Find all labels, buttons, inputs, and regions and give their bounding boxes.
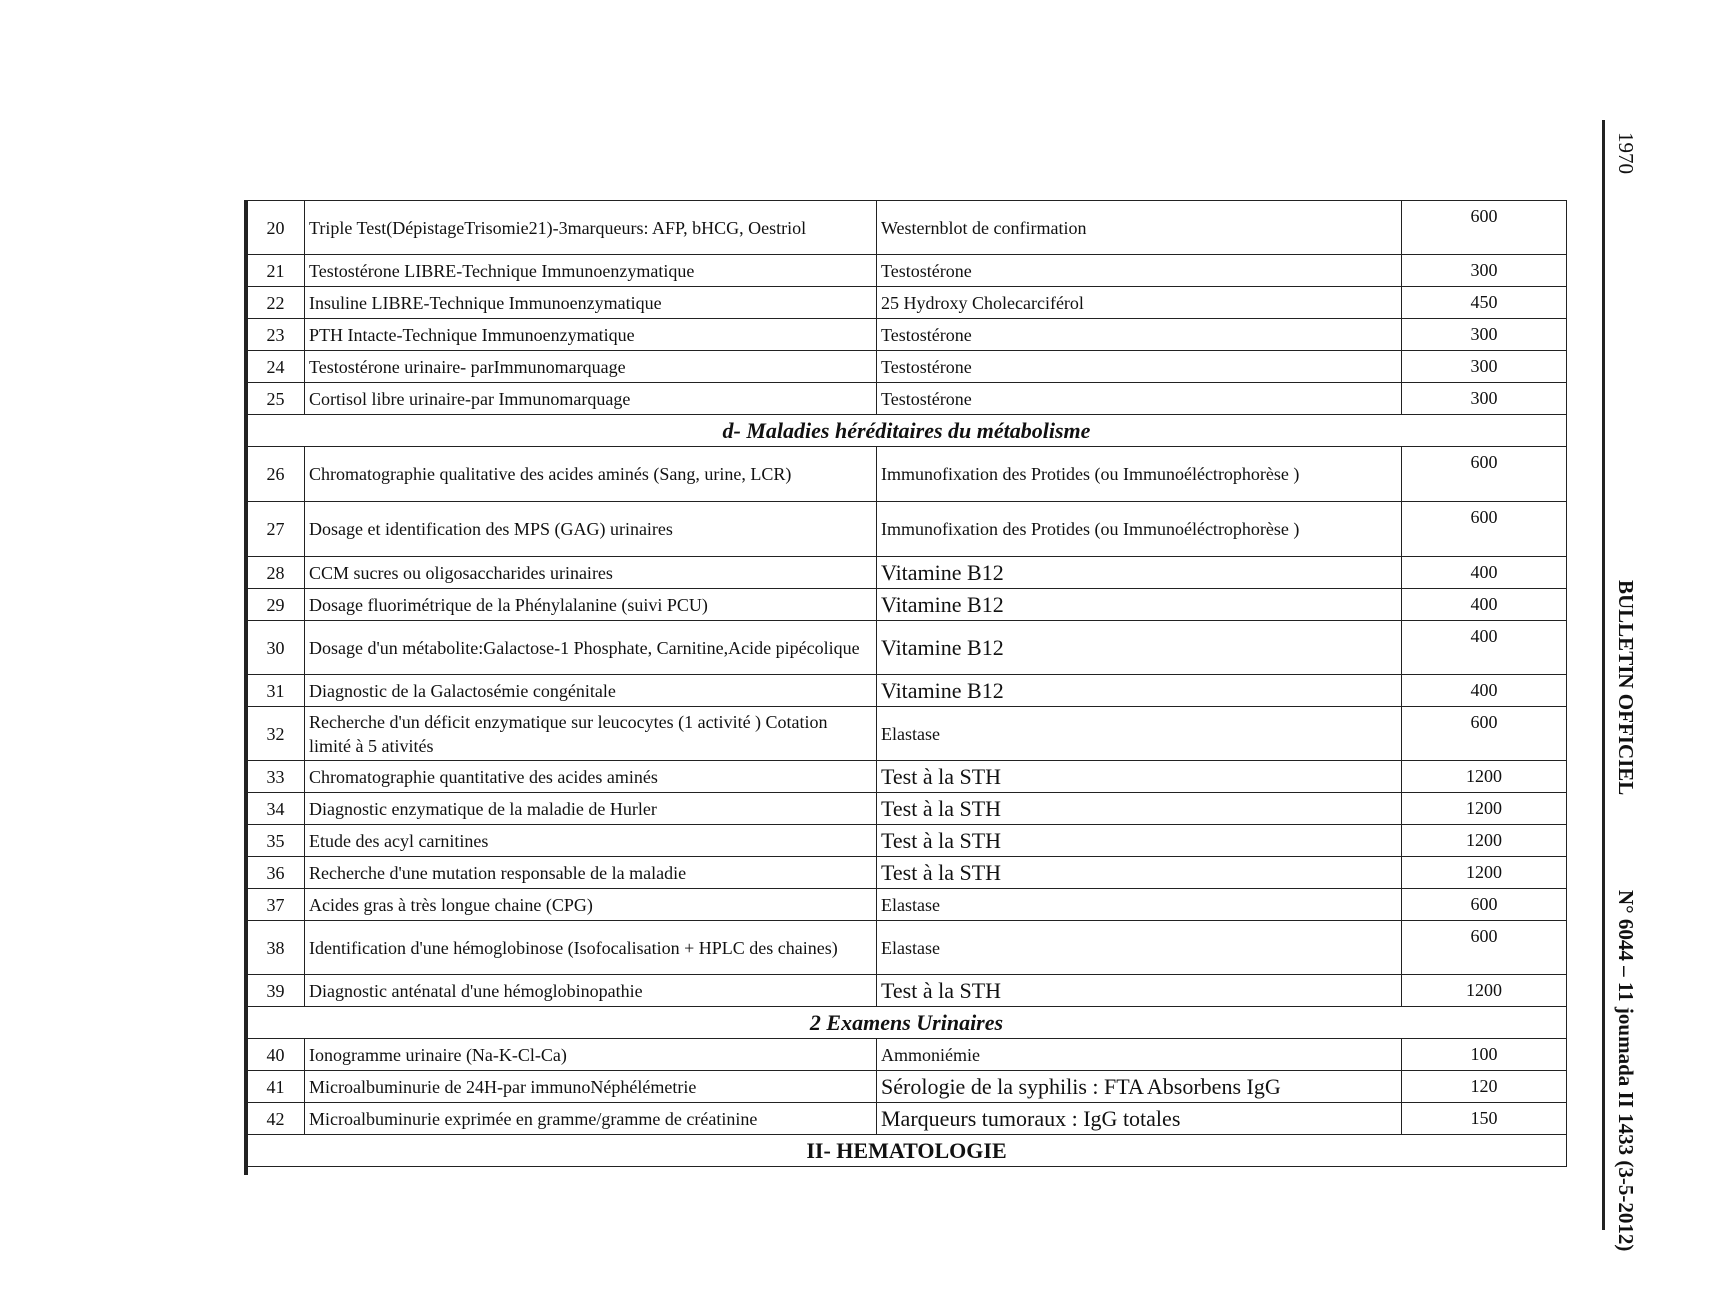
table-row <box>247 255 1567 287</box>
exam-alt: Testostérone <box>877 255 1402 287</box>
exam-alt: Test à la STH <box>877 825 1402 857</box>
exam-alt: Westernblot de confirmation <box>877 201 1402 255</box>
bulletin-title: BULLETIN OFFICIEL <box>1614 580 1638 796</box>
exam-price: 600 <box>1402 201 1567 255</box>
exam-name: Triple Test(DépistageTrisomie21)-3marqueurs: AFP, bHCG, Oestriol <box>305 201 877 255</box>
exam-name: Acides gras à très longue chaine (CPG) <box>305 889 877 921</box>
table-row <box>247 761 1567 793</box>
table-row <box>247 319 1567 351</box>
exam-name: CCM sucres ou oligosaccharides urinaires <box>305 557 877 589</box>
exam-price: 100 <box>1402 1039 1567 1071</box>
exam-price: 300 <box>1402 255 1567 287</box>
exam-name: Testostérone LIBRE-Technique Immunoenzymatique <box>305 255 877 287</box>
row-number: 22 <box>247 287 305 319</box>
row-number: 41 <box>247 1071 305 1103</box>
table-row <box>247 447 1567 502</box>
table-row <box>247 502 1567 557</box>
section-heading: d- Maladies héréditaires du métabolisme <box>247 415 1567 447</box>
exam-price: 300 <box>1402 351 1567 383</box>
section-heading-row <box>247 1135 1567 1167</box>
row-number: 34 <box>247 793 305 825</box>
exam-alt: 25 Hydroxy Cholecarciférol <box>877 287 1402 319</box>
exam-price: 1200 <box>1402 761 1567 793</box>
table-row <box>247 1103 1567 1135</box>
exam-alt: Immunofixation des Protides (ou Immunoéléctrophorèse ) <box>877 447 1402 502</box>
row-number: 23 <box>247 319 305 351</box>
table-row <box>247 1071 1567 1103</box>
exam-alt: Elastase <box>877 921 1402 975</box>
section-heading: 2 Examens Urinaires <box>247 1007 1567 1039</box>
section-heading-row <box>247 1007 1567 1039</box>
exam-price: 1200 <box>1402 793 1567 825</box>
table-row <box>247 1039 1567 1071</box>
exam-price: 600 <box>1402 889 1567 921</box>
row-number: 39 <box>247 975 305 1007</box>
issue-reference: N° 6044 – 11 joumada II 1433 (3-5-2012) <box>1614 890 1638 1252</box>
row-number: 29 <box>247 589 305 621</box>
table-row <box>247 287 1567 319</box>
exam-alt: Elastase <box>877 707 1402 761</box>
exam-price: 600 <box>1402 707 1567 761</box>
exam-alt: Test à la STH <box>877 761 1402 793</box>
exam-name: Dosage et identification des MPS (GAG) urinaires <box>305 502 877 557</box>
exam-name: Etude des acyl carnitines <box>305 825 877 857</box>
exam-alt: Marqueurs tumoraux : IgG totales <box>877 1103 1402 1135</box>
exam-name: Cortisol libre urinaire-par Immunomarquage <box>305 383 877 415</box>
exam-name: Dosage fluorimétrique de la Phénylalanine (suivi PCU) <box>305 589 877 621</box>
exam-name: Recherche d'une mutation responsable de la maladie <box>305 857 877 889</box>
exam-price: 150 <box>1402 1103 1567 1135</box>
row-number: 21 <box>247 255 305 287</box>
exam-price: 400 <box>1402 557 1567 589</box>
table-row <box>247 675 1567 707</box>
exam-price: 1200 <box>1402 825 1567 857</box>
exam-alt: Vitamine B12 <box>877 675 1402 707</box>
exam-name: Diagnostic de la Galactosémie congénitale <box>305 675 877 707</box>
exam-price: 600 <box>1402 447 1567 502</box>
row-number: 26 <box>247 447 305 502</box>
exam-name: Testostérone urinaire- parImmunomarquage <box>305 351 877 383</box>
exam-price: 300 <box>1402 319 1567 351</box>
exam-name: Diagnostic enzymatique de la maladie de Hurler <box>305 793 877 825</box>
exam-alt: Vitamine B12 <box>877 589 1402 621</box>
tariff-table <box>246 200 1567 1167</box>
table-row <box>247 857 1567 889</box>
table-row <box>247 351 1567 383</box>
table-row <box>247 889 1567 921</box>
exam-name: Identification d'une hémoglobinose (Isofocalisation + HPLC des chaines) <box>305 921 877 975</box>
table-row <box>247 825 1567 857</box>
exam-name: Ionogramme urinaire (Na-K-Cl-Ca) <box>305 1039 877 1071</box>
exam-alt: Sérologie de la syphilis : FTA Absorbens IgG <box>877 1071 1402 1103</box>
row-number: 28 <box>247 557 305 589</box>
exam-alt: Test à la STH <box>877 793 1402 825</box>
row-number: 20 <box>247 201 305 255</box>
exam-alt: Vitamine B12 <box>877 557 1402 589</box>
row-number: 40 <box>247 1039 305 1071</box>
row-number: 24 <box>247 351 305 383</box>
exam-alt: Elastase <box>877 889 1402 921</box>
exam-name: Dosage d'un métabolite:Galactose-1 Phosphate, Carnitine,Acide pipécolique <box>305 621 877 675</box>
table-row <box>247 557 1567 589</box>
exam-price: 1200 <box>1402 975 1567 1007</box>
exam-alt: Testostérone <box>877 351 1402 383</box>
page-number: 1970 <box>1614 132 1638 174</box>
exam-name: Diagnostic anténatal d'une hémoglobinopathie <box>305 975 877 1007</box>
table-row <box>247 707 1567 761</box>
table-body <box>247 201 1567 1167</box>
exam-name: Insuline LIBRE-Technique Immunoenzymatique <box>305 287 877 319</box>
exam-alt: Immunofixation des Protides (ou Immunoéléctrophorèse ) <box>877 502 1402 557</box>
row-number: 32 <box>247 707 305 761</box>
exam-alt: Test à la STH <box>877 975 1402 1007</box>
exam-price: 1200 <box>1402 857 1567 889</box>
exam-price: 450 <box>1402 287 1567 319</box>
exam-name: PTH Intacte-Technique Immunoenzymatique <box>305 319 877 351</box>
section-heading: II- HEMATOLOGIE <box>247 1135 1567 1167</box>
exam-alt: Vitamine B12 <box>877 621 1402 675</box>
table-row <box>247 921 1567 975</box>
exam-price: 400 <box>1402 589 1567 621</box>
row-number: 33 <box>247 761 305 793</box>
exam-price: 400 <box>1402 621 1567 675</box>
exam-price: 300 <box>1402 383 1567 415</box>
margin-rule <box>1602 120 1605 1230</box>
row-number: 35 <box>247 825 305 857</box>
exam-alt: Test à la STH <box>877 857 1402 889</box>
exam-name: Microalbuminurie exprimée en gramme/gramme de créatinine <box>305 1103 877 1135</box>
exam-price: 120 <box>1402 1071 1567 1103</box>
table-row <box>247 621 1567 675</box>
exam-name: Recherche d'un déficit enzymatique sur leucocytes (1 activité ) Cotation limité à 5 ativités <box>305 707 877 761</box>
exam-price: 600 <box>1402 502 1567 557</box>
section-heading-row <box>247 415 1567 447</box>
row-number: 42 <box>247 1103 305 1135</box>
table-row <box>247 383 1567 415</box>
exam-price: 400 <box>1402 675 1567 707</box>
exam-alt: Testostérone <box>877 383 1402 415</box>
row-number: 36 <box>247 857 305 889</box>
row-number: 37 <box>247 889 305 921</box>
exam-alt: Ammoniémie <box>877 1039 1402 1071</box>
exam-name: Microalbuminurie de 24H-par immunoNéphélémetrie <box>305 1071 877 1103</box>
row-number: 25 <box>247 383 305 415</box>
row-number: 31 <box>247 675 305 707</box>
row-number: 27 <box>247 502 305 557</box>
table-row <box>247 201 1567 255</box>
exam-alt: Testostérone <box>877 319 1402 351</box>
table-row <box>247 793 1567 825</box>
row-number: 38 <box>247 921 305 975</box>
row-number: 30 <box>247 621 305 675</box>
exam-price: 600 <box>1402 921 1567 975</box>
table-row <box>247 589 1567 621</box>
table-row <box>247 975 1567 1007</box>
exam-name: Chromatographie quantitative des acides aminés <box>305 761 877 793</box>
exam-name: Chromatographie qualitative des acides aminés (Sang, urine, LCR) <box>305 447 877 502</box>
